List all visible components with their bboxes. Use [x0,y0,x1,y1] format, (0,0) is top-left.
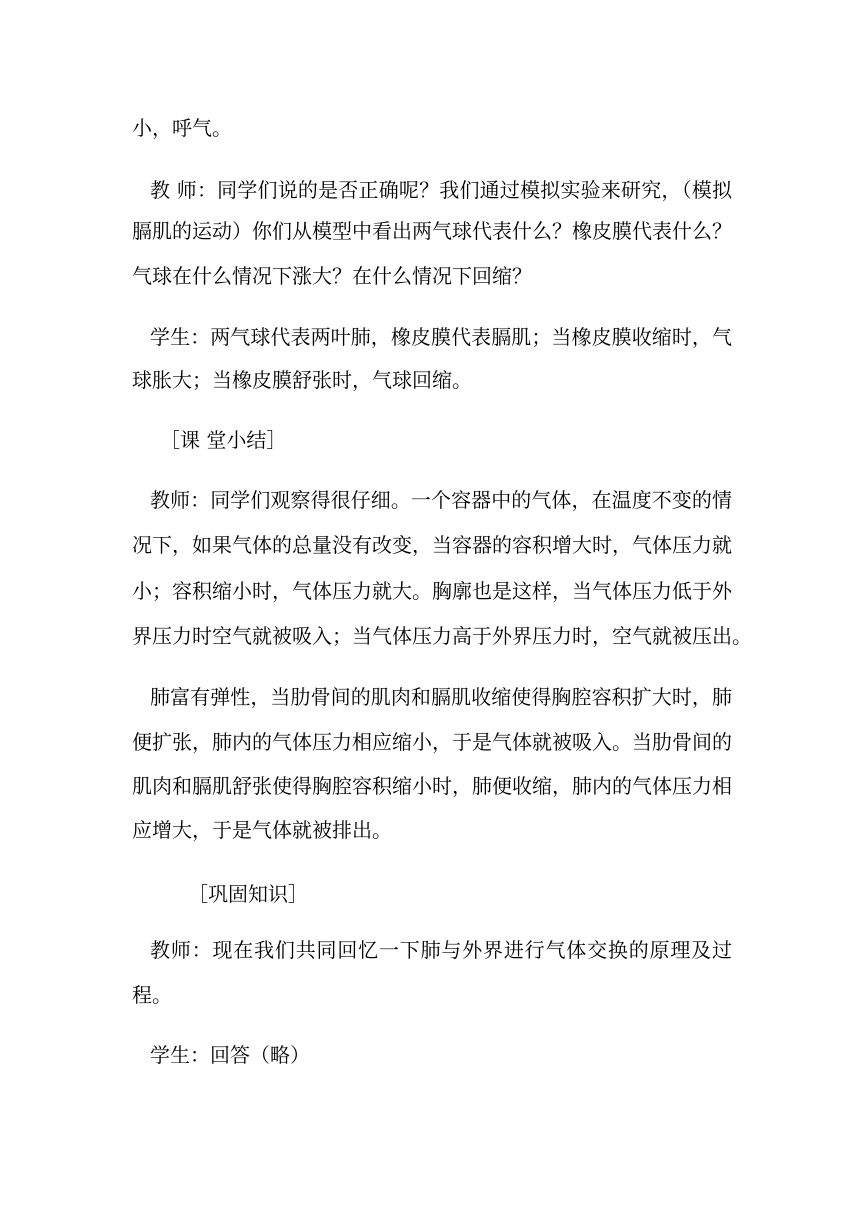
paragraph-6-line-2: 程。 [132,983,172,1007]
paragraph-2-line-1: 教 师：同学们说的是否正确呢？我们通过模拟实验来研究，（模拟 [150,178,732,202]
paragraph-4-line-4: 界压力时空气就被吸入；当气体压力高于外界压力时，空气就被压出。 [132,624,752,648]
paragraph-3-line-2: 球胀大；当橡皮膜舒张时，气球回缩。 [132,368,472,392]
paragraph-2-line-3: 气球在什么情况下涨大？在什么情况下回缩？ [132,264,532,288]
paragraph-1-line-1: 小，呼气。 [132,116,232,140]
paragraph-5-line-2: 便扩张，肺内的气体压力相应缩小，于是气体就被吸入。当肋骨间的 [132,730,732,754]
paragraph-2-line-2: 膈肌的运动）你们从模型中看出两气球代表什么？橡皮膜代表什么？ [132,219,732,243]
paragraph-5-line-1: 肺富有弹性，当肋骨间的肌肉和膈肌收缩使得胸腔容积扩大时，肺 [150,685,732,709]
paragraph-4-line-1: 教师：同学们观察得很仔细。一个容器中的气体，在温度不变的情 [150,488,732,512]
paragraph-4-line-3: 小；容积缩小时，气体压力就大。胸廓也是这样，当气体压力低于外 [132,579,732,603]
section-heading-consolidate: ［巩固知识］ [188,882,308,906]
paragraph-7-line-1: 学生：回答（略） [150,1043,310,1067]
paragraph-3-line-1: 学生：两气球代表两叶肺，橡皮膜代表膈肌；当橡皮膜收缩时，气 [150,325,732,349]
section-heading-summary: ［课 堂小结］ [160,428,287,452]
paragraph-5-line-4: 应增大，于是气体就被排出。 [132,818,392,842]
paragraph-6-line-1: 教师：现在我们共同回忆一下肺与外界进行气体交换的原理及过 [150,938,732,962]
paragraph-5-line-3: 肌肉和膈肌舒张使得胸腔容积缩小时，肺便收缩，肺内的气体压力相 [132,774,732,798]
paragraph-4-line-2: 况下，如果气体的总量没有改变，当容器的容积增大时，气体压力就 [132,533,732,557]
